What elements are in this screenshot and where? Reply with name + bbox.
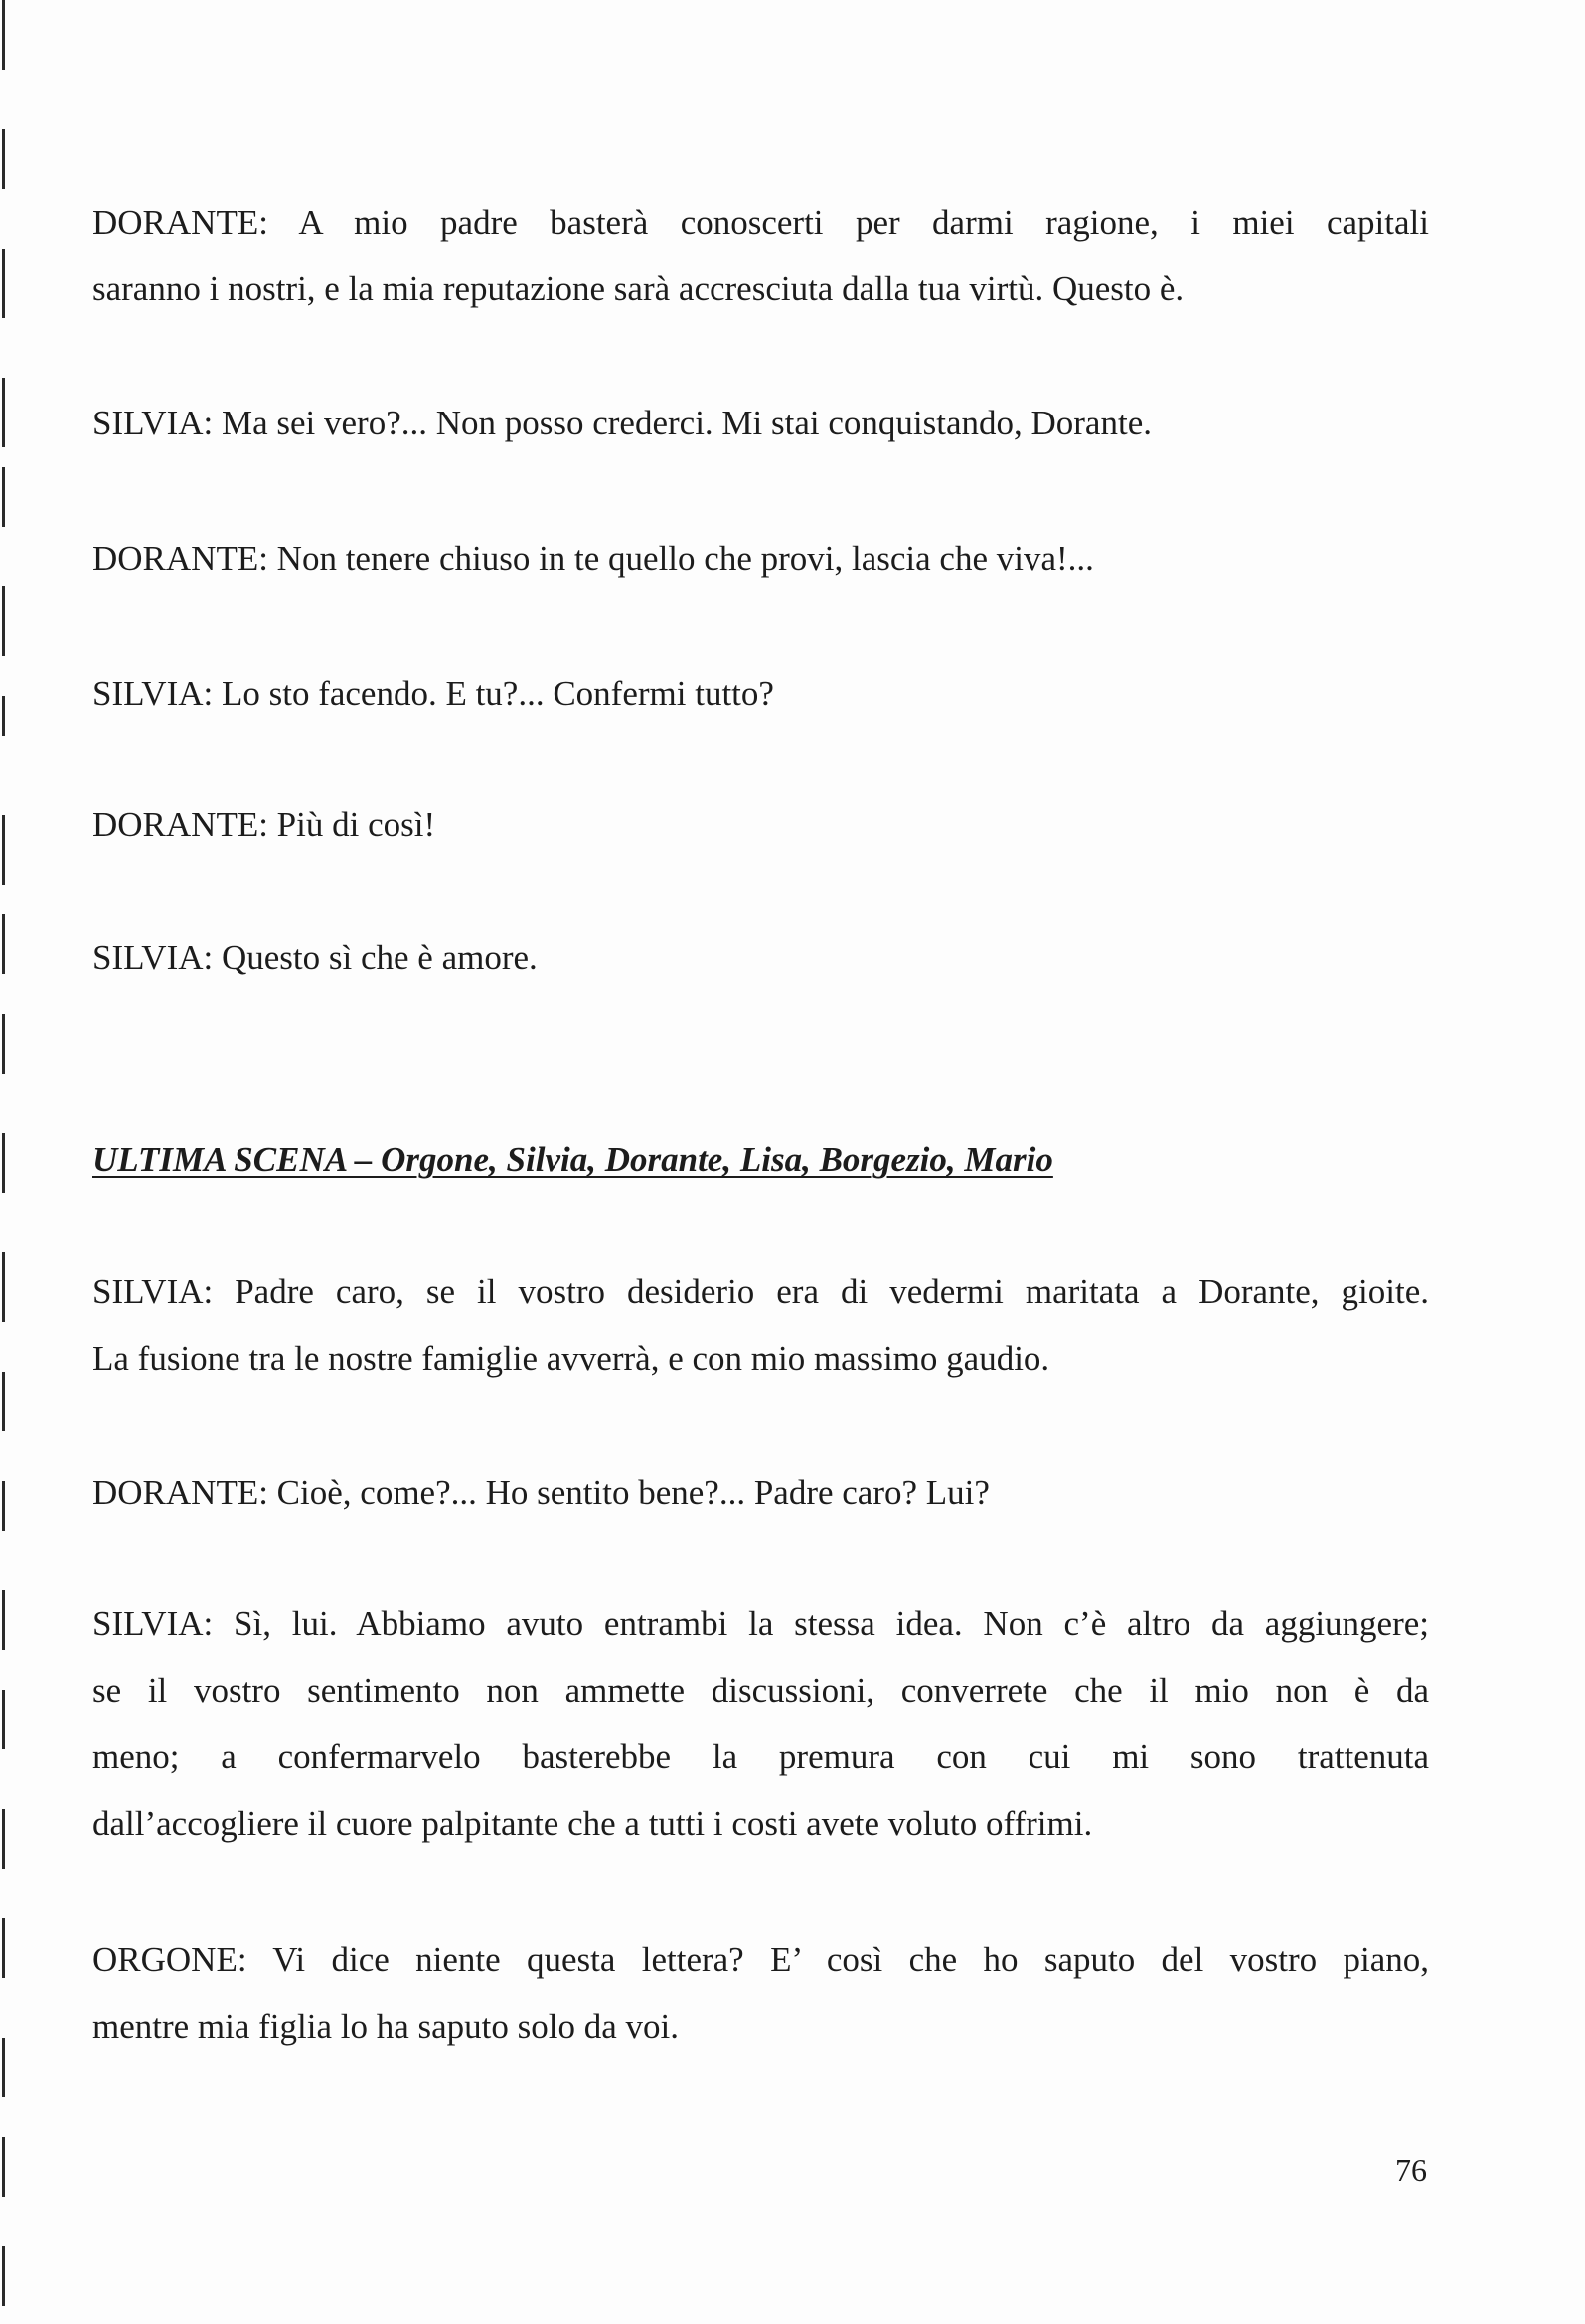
scan-edge-mark	[2, 378, 5, 447]
dialogue-paragraph	[92, 1459, 1429, 1526]
scan-edge-mark	[2, 1372, 5, 1431]
scan-edge-mark	[2, 914, 5, 974]
scan-edge-mark	[2, 0, 5, 70]
dialogue-paragraph	[92, 189, 1429, 322]
scene-heading: ULTIMA SCENA – Orgone, Silvia, Dorante, Lisa, Borgezio, Mario	[92, 1140, 1053, 1179]
scan-edge-mark	[2, 1809, 5, 1869]
scan-edge-mark	[2, 1590, 5, 1650]
dialogue-paragraph	[92, 525, 1429, 591]
scan-edge-mark	[2, 1481, 5, 1531]
scan-edge-mark	[2, 815, 5, 885]
dialogue-line: saranno i nostri, e la mia reputazione sarà accresciuta dalla tua virtù. Questo è.	[92, 269, 1185, 308]
dialogue-paragraph	[92, 924, 1429, 991]
scan-edge-mark	[2, 696, 5, 736]
scan-edge-mark	[2, 2137, 5, 2197]
scan-edge-mark	[2, 1252, 5, 1322]
dialogue-line: DORANTE: A mio padre basterà conoscerti per darmi ragione, i miei capitali	[92, 203, 1429, 242]
scan-edge-mark	[2, 2246, 5, 2306]
dialogue-line: SILVIA: Lo sto facendo. E tu?... Confermi tutto?	[92, 674, 774, 713]
dialogue-line: La fusione tra le nostre famiglie avverrà, e con mio massimo gaudio.	[92, 1339, 1050, 1378]
dialogue-line: mentre mia figlia lo ha saputo solo da voi.	[92, 2007, 680, 2046]
dialogue-paragraph	[92, 390, 1429, 456]
dialogue-paragraph	[92, 660, 1429, 727]
dialogue-line: SILVIA: Padre caro, se il vostro desiderio era di vedermi maritata a Dorante, gioite.	[92, 1272, 1429, 1311]
dialogue-line: meno; a confermarvelo basterebbe la premura con cui mi sono trattenuta	[92, 1738, 1429, 1776]
dialogue-line: SILVIA: Sì, lui. Abbiamo avuto entrambi la stessa idea. Non c’è altro da aggiungere;	[92, 1604, 1429, 1643]
dialogue-paragraph	[92, 1590, 1429, 1857]
dialogue-line: SILVIA: Questo sì che è amore.	[92, 938, 538, 977]
scan-edge-mark	[2, 249, 5, 318]
dialogue-line: DORANTE: Cioè, come?... Ho sentito bene?... Padre caro? Lui?	[92, 1473, 990, 1512]
scan-edge-mark	[2, 1014, 5, 1074]
dialogue-paragraph	[92, 1926, 1429, 2060]
scan-edge-mark	[2, 467, 5, 527]
dialogue-line: ORGONE: Vi dice niente questa lettera? E’ così che ho saputo del vostro piano,	[92, 1940, 1429, 1979]
page-number: 76	[1395, 2152, 1427, 2188]
scan-edge-mark	[2, 129, 5, 189]
scan-edge-mark	[2, 1690, 5, 1749]
dialogue-line: SILVIA: Ma sei vero?... Non posso crederci. Mi stai conquistando, Dorante.	[92, 404, 1152, 442]
scan-edge-mark	[2, 1918, 5, 1978]
scan-edge-mark	[2, 1133, 5, 1193]
dialogue-paragraph	[92, 1258, 1429, 1392]
dialogue-line: se il vostro sentimento non ammette discussioni, converrete che il mio non è da	[92, 1671, 1429, 1710]
dialogue-line: DORANTE: Non tenere chiuso in te quello che provi, lascia che viva!...	[92, 539, 1094, 578]
scan-edge-mark	[2, 2038, 5, 2097]
scan-edge-mark	[2, 586, 5, 656]
dialogue-line: DORANTE: Più di così!	[92, 805, 436, 844]
dialogue-line: dall’accogliere il cuore palpitante che a tutti i costi avete voluto offrimi.	[92, 1804, 1093, 1843]
dialogue-paragraph	[92, 791, 1429, 858]
